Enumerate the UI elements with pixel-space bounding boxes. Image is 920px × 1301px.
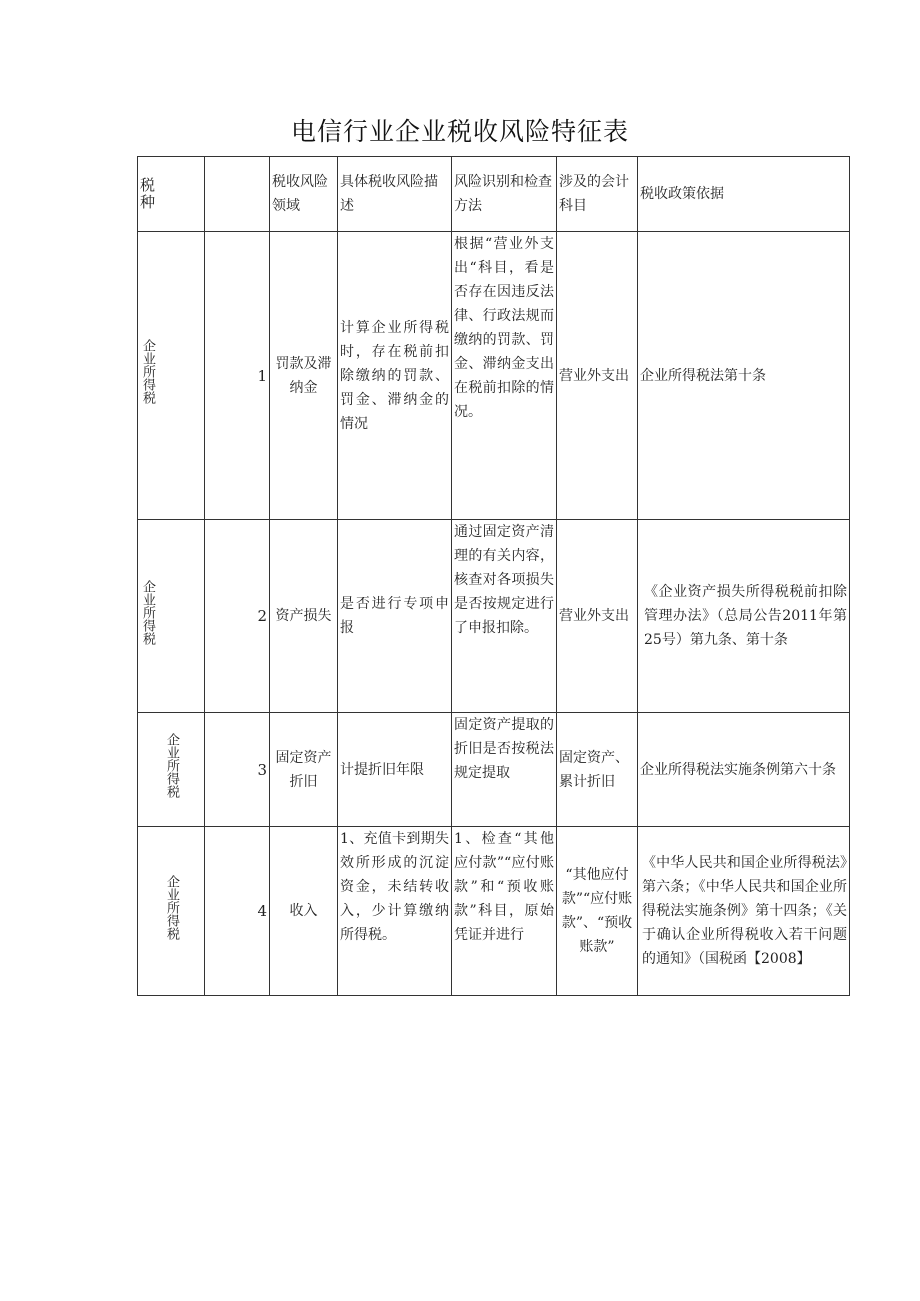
accounts-cell: 营业外支出: [557, 232, 638, 520]
risk-table: [137, 156, 850, 996]
method-cell: 通过固定资产清理的有关内容，核查对各项损失是否按规定进行了申报扣除。: [452, 520, 557, 713]
risk-desc-cell: 是否进行专项申报: [338, 520, 452, 713]
header-risk-area: 税收风险领域: [270, 157, 338, 232]
header-policy: 税收政策依据: [638, 157, 850, 232]
accounts-cell: “其他应付款”“应付账款”、“预收账款”: [557, 827, 638, 996]
header-method: 风险识别和检查方法: [452, 157, 557, 232]
method-cell: 根据“营业外支出“科目，看是否存在因违反法律、行政法规而缴纳的罚款、罚金、滞纳金支出在税前扣除的情况。: [452, 232, 557, 520]
tax-type-cell: 企业所得税: [138, 827, 205, 996]
accounts-cell: 营业外支出: [557, 520, 638, 713]
row-number: 2: [205, 520, 270, 713]
page-title: 电信行业企业税收风险特征表: [290, 117, 629, 146]
tax-type-cell: 企业所得税: [138, 232, 205, 520]
table-header-row: [138, 157, 850, 232]
accounts-cell: 固定资产、累计折旧: [557, 713, 638, 827]
header-tax-type: 税种: [138, 157, 205, 232]
table-row: [138, 827, 850, 996]
header-accounts: 涉及的会计科目: [557, 157, 638, 232]
row-number: 3: [205, 713, 270, 827]
header-risk-desc: 具体税收风险描述: [338, 157, 452, 232]
row-number: 1: [205, 232, 270, 520]
table-row: [138, 713, 850, 827]
policy-cell: 企业所得税法第十条: [638, 232, 850, 520]
policy-cell: 企业所得税法实施条例第六十条: [638, 713, 850, 827]
tax-type-cell: 企业所得税: [138, 520, 205, 713]
tax-type-cell: 企业所得税: [138, 713, 205, 827]
policy-cell: 《企业资产损失所得税税前扣除管理办法》（总局公告2011年第25号）第九条、第十条: [638, 520, 850, 713]
risk-area-cell: 资产损失: [270, 520, 338, 713]
policy-cell: 《中华人民共和国企业所得税法》第六条；《中华人民共和国企业所得税法实施条例》第十四条；《关于确认企业所得税收入若干问题的通知》（国税函【2008】: [638, 827, 850, 996]
risk-desc-cell: 计提折旧年限: [338, 713, 452, 827]
row-number: 4: [205, 827, 270, 996]
risk-area-cell: 固定资产折旧: [270, 713, 338, 827]
table-row: [138, 520, 850, 713]
risk-desc-cell: 计算企业所得税时，存在税前扣除缴纳的罚款、罚金、滞纳金的情况: [338, 232, 452, 520]
risk-area-cell: 罚款及滞纳金: [270, 232, 338, 520]
risk-area-cell: 收入: [270, 827, 338, 996]
method-cell: 1、检查“其他应付款”“应付账款”和“预收账款”科目，原始凭证并进行: [452, 827, 557, 996]
header-number: [205, 157, 270, 232]
method-cell: 固定资产提取的折旧是否按税法规定提取: [452, 713, 557, 827]
risk-desc-cell: 1、充值卡到期失效所形成的沉淀资金，未结转收入，少计算缴纳所得税。: [338, 827, 452, 996]
table-row: [138, 232, 850, 520]
